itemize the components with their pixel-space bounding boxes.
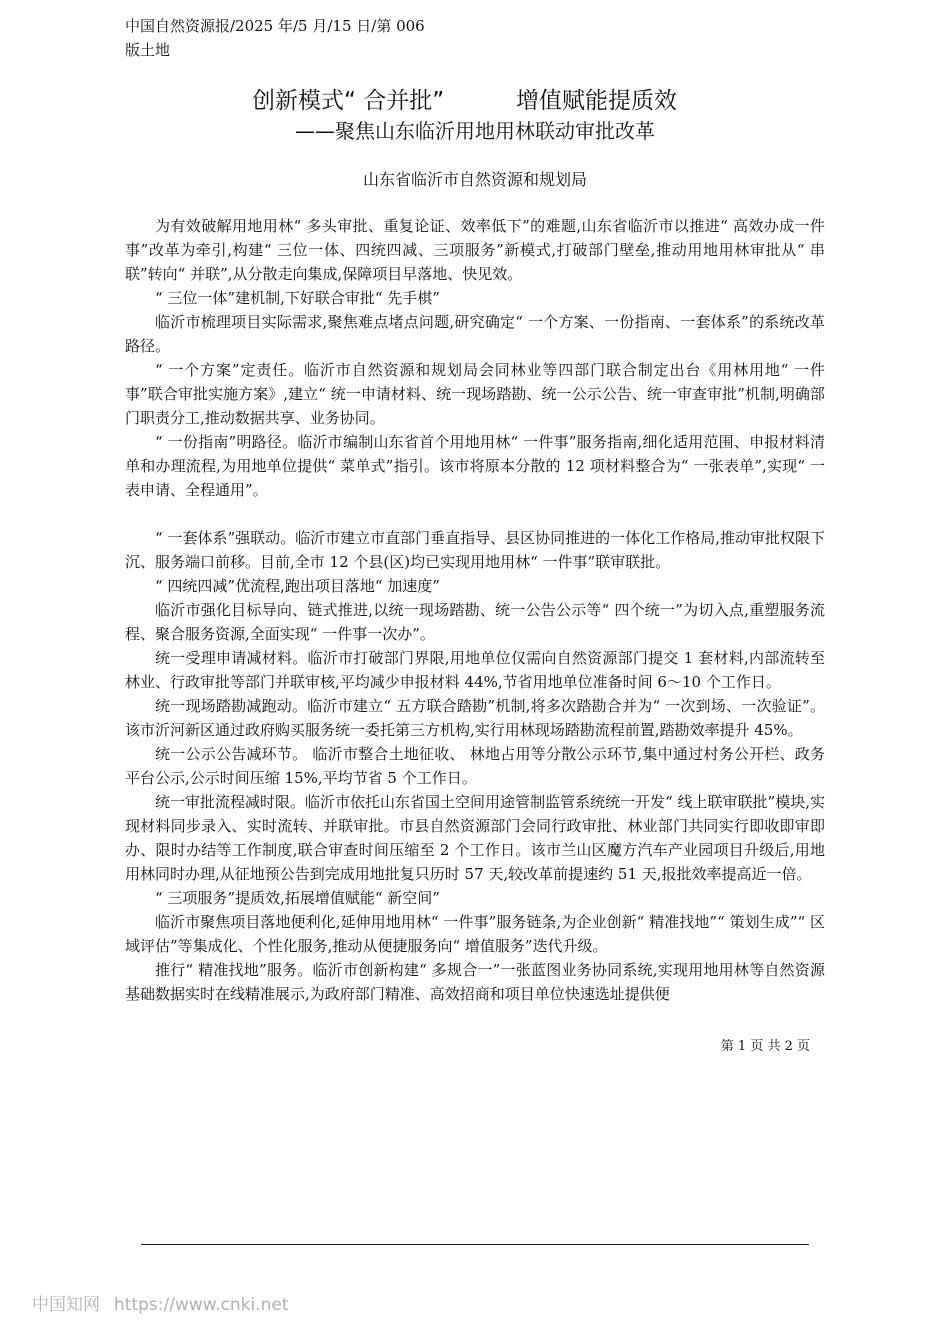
section-heading: “ 三位一体”建机制,下好联合审批“ 先手棋” [155,289,440,307]
paragraph: 临沂市强化目标导向、链式推进,以统一现场踏勘、统一公告公示等“ 四个统一”为切入点,重塑服务流程、聚合服务资源,全面实现“ 一件事一次办”。 [125,601,825,643]
source-line-2: 版土地 [125,41,171,59]
cnki-brand: 中国知网 [32,1295,100,1315]
cnki-url[interactable]: https://www.cnki.net [114,1295,289,1315]
paragraph: “ 一份指南”明路径。临沂市编制山东省首个用地用林“ 一件事”服务指南,细化适用范围、申报材料清单和办理流程,为用地单位提供“ 菜单式”指引。该市将原本分散的 12 项材料整合为“ 一张表单”,实现“ 一表申请、全程通用”。 [125,433,825,499]
paragraph: 统一现场踏勘减跑动。临沂市建立“ 五方联合踏勘”机制,将多次踏勘合并为“ 一次到场、一次验证”。该市沂河新区通过政府购买服务统一委托第三方机构,实行用林现场踏勘流程前置,踏勘效率提升 45%。 [125,697,825,739]
paragraph: “ 一个方案”定责任。临沂市自然资源和规划局会同林业等四部门联合制定出台《用林用地“ 一件事”联合审批实施方案》,建立“ 统一申请材料、统一现场踏勘、统一公示公告、统一审查审批”机制,明确部门职责分工,推动数据共享、业务协同。 [125,361,825,427]
page-indicator: 第 1 页 共 2 页 [720,1039,810,1054]
paragraph: 临沂市梳理项目实际需求,聚焦难点堵点问题,研究确定“ 一个方案、一份指南、一套体系”的系统改革路径。 [125,313,825,355]
article-author: 山东省临沂市自然资源和规划局 [362,170,587,189]
source-line-1: 中国自然资源报/2025 年/5 月/15 日/第 006 [125,17,425,35]
title-part-2: 增值赋能提质效 [516,88,677,114]
footer-divider [141,1244,809,1245]
article-subtitle: ——聚焦山东临沂用地用林联动审批改革 [295,119,655,143]
paragraph: 统一受理申请减材料。临沂市打破部门界限,用地单位仅需向自然资源部门提交 1 套材料,内部流转至林业、行政审批等部门并联审核,平均减少申报材料 44%,节省用地单位准备时间 6～10 个工作日。 [125,649,825,691]
paragraph: “ 一套体系”强联动。临沂市建立市直部门垂直指导、县区协同推进的一体化工作格局,推动审批权限下沉、服务端口前移。目前,全市 12 个县(区)均已实现用地用林“ 一件事”联审联批。 [125,529,825,571]
source-header [125,14,545,62]
paragraph: 统一审批流程减时限。临沂市依托山东省国土空间用途管制监管系统统一开发“ 线上联审联批”模块,实现材料同步录入、实时流转、并联审批。市县自然资源部门会同行政审批、林业部门共同实行即收即审即办、限时办结等工作制度,联合审查时间压缩至 2 个工作日。该市兰山区魔方汽车产业园项目升级后,用地用林同时办理,从征地预公告到完成用地批复只历时 57 天,较改革前提速约 51 天,报批效率提高近一倍。 [125,793,825,883]
paragraph: 为有效破解用地用林“ 多头审批、重复论证、效率低下”的难题,山东省临沂市以推进“ 高效办成一件事”改革为牵引,构建“ 三位一体、四统四减、三项服务”新模式,打破部门壁垒,推动用地用林审批从“ 串联”转向“ 并联”,从分散走向集成,保障项目早落地、快见效。 [125,217,825,283]
title-part-1: 创新模式“ 合并批” [252,88,445,114]
article-body [125,214,825,1006]
paragraph: 临沂市聚焦项目落地便利化,延伸用地用林“ 一件事”服务链条,为企业创新“ 精准找地”“ 策划生成”“ 区域评估”等集成化、个性化服务,推动从便捷服务向“ 增值服务”迭代升级。 [125,913,825,955]
paragraph: 推行“ 精准找地”服务。临沂市创新构建“ 多规合一”一张蓝图业务协同系统,实现用地用林等自然资源基础数据实时在线精准展示,为政府部门精准、高效招商和项目单位快速选址提供便 [125,961,825,1003]
watermark-footer [32,1293,288,1317]
section-heading: “ 四统四减”优流程,跑出项目落地“ 加速度” [155,577,440,595]
paragraph: 统一公示公告减环节。 临沂市整合土地征收、 林地占用等分散公示环节,集中通过村务公开栏、政务平台公示,公示时间压缩 15%,平均节省 5 个工作日。 [125,745,825,787]
section-heading: “ 三项服务”提质效,拓展增值赋能“ 新空间” [155,889,440,907]
